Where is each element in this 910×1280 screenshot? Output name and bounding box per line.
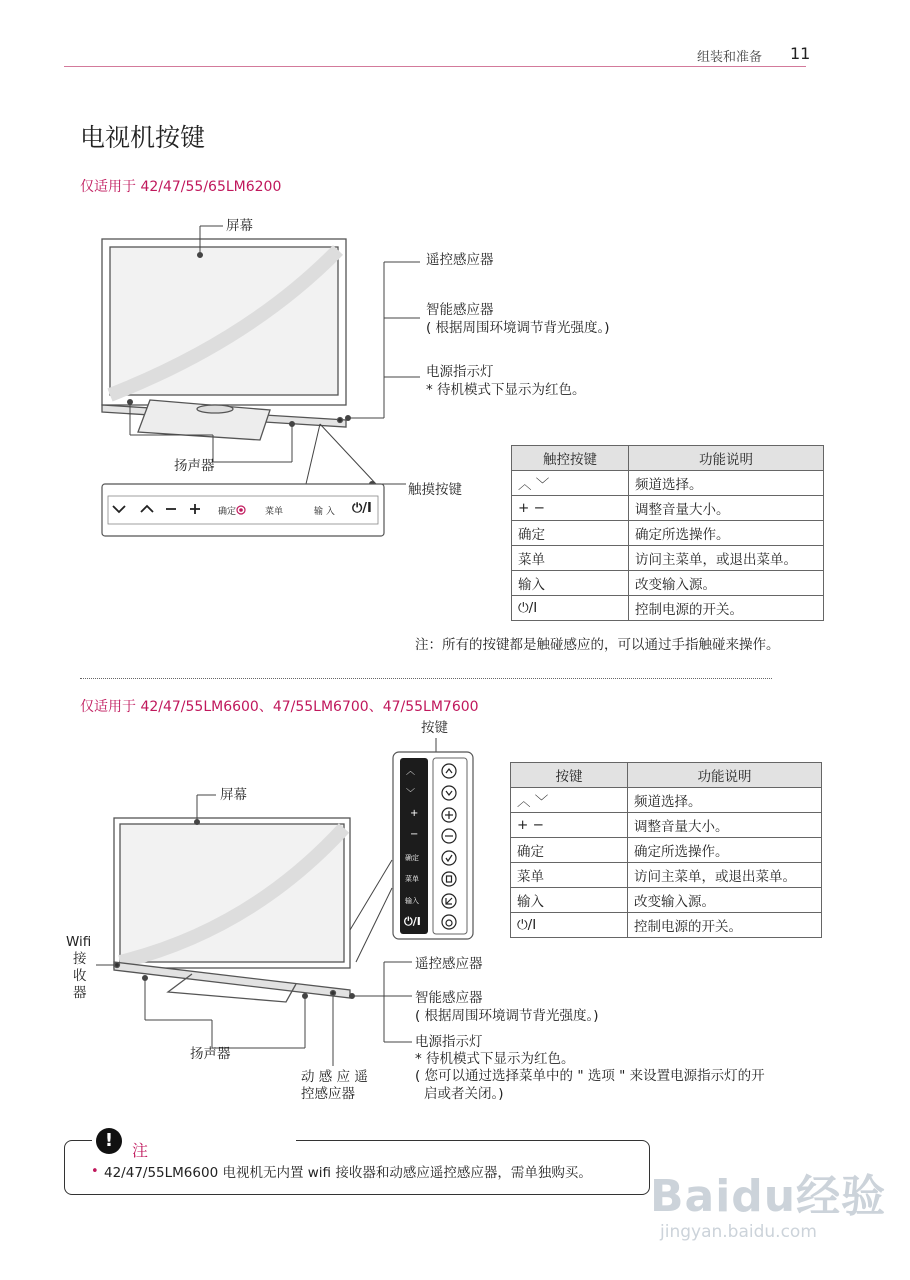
tv2-label-intelligent-sensor-note: ( 根据周围环境调节背光强度。) xyxy=(415,1008,599,1024)
tv2-drawing xyxy=(114,818,350,1002)
tv1-label-remote-sensor: 遥控感应器 xyxy=(426,252,494,268)
table-row xyxy=(512,496,824,521)
table2-header-key: 按键 xyxy=(511,763,628,788)
table-row xyxy=(512,571,824,596)
tv1-label-intelligent-sensor: 智能感应器 xyxy=(426,302,494,318)
table1-cell: 确定 xyxy=(512,521,629,546)
section1-note: 注：所有的按键都是触碰感应的，可以通过手指触碰来操作。 xyxy=(415,637,780,653)
table1-cell: 改变输入源。 xyxy=(629,571,824,596)
table1-cell: 菜单 xyxy=(512,546,629,571)
touch-panel xyxy=(102,484,384,536)
tv2-label-wifi-2: 接 xyxy=(73,951,87,967)
tv2-label-wifi-4: 器 xyxy=(73,985,87,1001)
side-btn-minus[interactable]: − xyxy=(410,829,419,840)
tv2-label-power-light-note3: 启或者关闭。) xyxy=(424,1086,504,1102)
side-btn-menu[interactable]: 菜单 xyxy=(405,875,419,883)
side-btn-ok[interactable]: 确定 xyxy=(405,854,419,862)
table-row xyxy=(511,863,822,888)
tv2-label-intelligent-sensor: 智能感应器 xyxy=(415,990,483,1006)
tv2-label-buttons: 按键 xyxy=(421,720,448,736)
notice-text: 42/47/55LM6600 电视机无内置 wifi 接收器和动感应遥控感应器，需单独购买。 xyxy=(104,1165,592,1181)
table2-cell: ︿ ﹀ xyxy=(511,788,628,813)
tv2-label-motion-sensor-2: 控感应器 xyxy=(301,1086,355,1102)
tv1-label-intelligent-sensor-note: ( 根据周围环境调节背光强度。) xyxy=(426,320,610,336)
table2-cell: 输入 xyxy=(511,888,628,913)
tv2-label-wifi-3: 收 xyxy=(73,968,87,984)
tv1-stand-neck xyxy=(197,405,233,413)
tv1-screen xyxy=(110,247,338,395)
touch-buttons-table xyxy=(511,445,824,621)
table2-header-function: 功能说明 xyxy=(628,763,822,788)
table2-cell: 确定所选操作。 xyxy=(628,838,822,863)
side-btn-up[interactable]: ︿ xyxy=(406,767,416,777)
table2-cell: 确定 xyxy=(511,838,628,863)
section1-subtitle: 仅适用于 42/47/55/65LM6200 xyxy=(80,179,282,195)
tv2-label-power-light: 电源指示灯 xyxy=(415,1034,483,1050)
tv2-wifi-point xyxy=(115,963,120,968)
buttons-table xyxy=(510,762,822,938)
side-btn-power[interactable]: ⏻/I xyxy=(404,915,421,928)
watermark-brand: Baidu经验 xyxy=(650,1171,887,1222)
exclamation-icon: ! xyxy=(96,1128,122,1154)
side-btn-plus[interactable]: + xyxy=(410,808,419,819)
tv2-screen xyxy=(120,824,344,962)
tv2-label-screen: 屏幕 xyxy=(220,787,247,803)
table1-cell: 确定所选操作。 xyxy=(629,521,824,546)
table1-cell: 频道选择。 xyxy=(629,471,824,496)
table1-cell: 访问主菜单，或退出菜单。 xyxy=(629,546,824,571)
panel1-btn-ok[interactable]: 确定 xyxy=(218,507,237,517)
tv2-label-speaker: 扬声器 xyxy=(190,1046,231,1062)
tv1-label-screen: 屏幕 xyxy=(226,218,253,234)
table1-cell: ⏻/I xyxy=(512,596,629,621)
table1-cell: ︿ ﹀ xyxy=(512,471,629,496)
table1-cell: 输入 xyxy=(512,571,629,596)
side-btn-down[interactable]: ﹀ xyxy=(406,789,416,799)
table2-cell: 访问主菜单，或退出菜单。 xyxy=(628,863,822,888)
tv2-motion-sensor-point xyxy=(331,991,336,996)
tv1-drawing xyxy=(102,239,346,440)
tv1-label-touch-buttons: 触摸按键 xyxy=(408,482,462,498)
table2-cell: 菜单 xyxy=(511,863,628,888)
table-row xyxy=(511,838,822,863)
side-panel-dark xyxy=(400,758,428,934)
tv1-label-speaker: 扬声器 xyxy=(174,458,215,474)
table2-cell: 频道选择。 xyxy=(628,788,822,813)
table-row xyxy=(511,888,822,913)
tv2-label-remote-sensor: 遥控感应器 xyxy=(415,956,483,972)
watermark-url: jingyan.baidu.com xyxy=(660,1222,817,1242)
table2-cell: + − xyxy=(511,813,628,838)
panel1-btn-input[interactable]: 输 入 xyxy=(314,507,335,517)
table2-cell: ⏻/I xyxy=(511,913,628,938)
header-section-title: 组装和准备 xyxy=(697,50,763,65)
tv2-label-power-light-note2: ( 您可以通过选择菜单中的 " 选项 " 来设置电源指示灯的开 xyxy=(415,1068,765,1084)
notice-bullet: • xyxy=(91,1164,99,1179)
table-row xyxy=(512,546,824,571)
table2-cell: 调整音量大小。 xyxy=(628,813,822,838)
table-row xyxy=(512,521,824,546)
panel1-btn-menu[interactable]: 菜单 xyxy=(265,507,284,517)
table-row xyxy=(512,596,824,621)
tv2-label-motion-sensor-1: 动 感 应 遥 xyxy=(301,1069,368,1085)
side-btn-input[interactable]: 输入 xyxy=(405,897,419,905)
table1-header-function: 功能说明 xyxy=(629,446,824,471)
table1-cell: 控制电源的开关。 xyxy=(629,596,824,621)
page-number: 11 xyxy=(790,44,811,63)
table-row xyxy=(511,788,822,813)
tv1-power-light xyxy=(338,418,343,423)
table1-cell: 调整音量大小。 xyxy=(629,496,824,521)
table-row xyxy=(512,471,824,496)
table2-cell: 控制电源的开关。 xyxy=(628,913,822,938)
table1-header-key: 触控按键 xyxy=(512,446,629,471)
table-row xyxy=(511,913,822,938)
section2-subtitle: 仅适用于 42/47/55LM6600、47/55LM6700、47/55LM7600 xyxy=(80,699,479,715)
tv2-label-power-light-note: * 待机模式下显示为红色。 xyxy=(415,1051,575,1067)
tv2-label-wifi: Wifi xyxy=(66,934,92,950)
section-divider xyxy=(80,678,772,679)
notice-box-gap xyxy=(92,1134,296,1146)
notice-title: 注 xyxy=(132,1141,149,1160)
table1-cell: + − xyxy=(512,496,629,521)
tv1-label-power-light: 电源指示灯 xyxy=(426,364,494,380)
panel1-btn-power[interactable]: ⏻/I xyxy=(352,501,372,516)
tv1-label-power-light-note: * 待机模式下显示为红色。 xyxy=(426,382,586,398)
page-title: 电视机按键 xyxy=(80,123,206,152)
table2-cell: 改变输入源。 xyxy=(628,888,822,913)
table-row xyxy=(511,813,822,838)
